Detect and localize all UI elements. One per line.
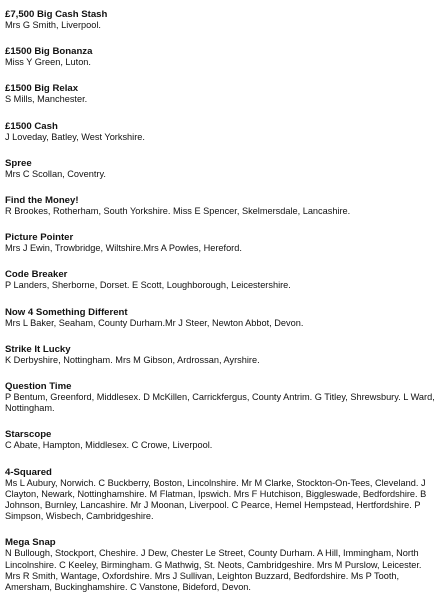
entry-title: £1500 Big Relax xyxy=(5,83,79,95)
entry-code-breaker xyxy=(5,269,437,291)
entry-winners: R Brookes, Rotherham, South Yorkshire. Miss E Spencer, Skelmersdale, Lancashire. xyxy=(5,206,351,217)
entry-big-bonanza xyxy=(5,46,437,68)
entry-title: Code Breaker xyxy=(5,269,68,281)
entry-strike-it-lucky xyxy=(5,344,437,366)
entry-picture-pointer xyxy=(5,232,437,254)
entry-mega-snap xyxy=(5,537,437,593)
entry-cash xyxy=(5,121,437,143)
entry-winners: J Loveday, Batley, West Yorkshire. xyxy=(5,131,145,142)
entry-winners: S Mills, Manchester. xyxy=(5,94,88,105)
entry-big-cash-stash xyxy=(5,9,437,31)
entry-winners: K Derbyshire, Nottingham. Mrs M Gibson, Ardrossan, Ayrshire. xyxy=(5,354,260,365)
entry-title: Find the Money! xyxy=(5,195,79,207)
entry-winners: Miss Y Green, Luton. xyxy=(5,57,91,68)
entry-find-the-money xyxy=(5,195,437,217)
entry-title: Starscope xyxy=(5,429,52,441)
entry-title: Now 4 Something Different xyxy=(5,306,128,318)
entry-winners: Mrs J Ewin, Trowbridge, Wiltshire.Mrs A Powles, Hereford. xyxy=(5,243,242,254)
entry-question-time xyxy=(5,381,437,414)
entry-winners: C Abate, Hampton, Middlesex. C Crowe, Liverpool. xyxy=(5,440,213,451)
winners-list xyxy=(5,9,437,608)
entry-winners: N Bullough, Stockport, Cheshire. J Dew, Chester Le Street, County Durham. A Hill, Immingham, North Lincolnshire. C Keeley, Birmingham. G Mathwig, St. Neots, Cambridgeshire. Mrs M Purslow, Leicester. Mrs R Smith, Wantage, Oxfordshire. Mrs J Sullivan, Leighton Buzzard, Bedfordshire. Ms P Tooth, Amersham, Buckinghamshire. C Vanstone, Bideford, Devon. xyxy=(5,548,422,593)
entry-winners: Mrs L Baker, Seaham, County Durham.Mr J Steer, Newton Abbot, Devon. xyxy=(5,317,304,328)
entry-title: Mega Snap xyxy=(5,537,56,549)
entry-title: Picture Pointer xyxy=(5,232,74,244)
entry-spree xyxy=(5,158,437,180)
entry-winners: P Bentum, Greenford, Middlesex. D McKillen, Carrickfergus, County Antrim. G Titley, Shrewsbury. L Ward, Nottingham. xyxy=(5,392,435,414)
entry-winners: Ms L Aubury, Norwich. C Buckberry, Boston, Lincolnshire. Mr M Clarke, Stockton-On-Tees, Cleveland. J Clayton, Newark, Nottinghamshire. M Flatman, Ipswich. Mrs F Hutchison, Biggleswade, Bedfordshire. B Johnson, Burnley, Lancashire. Mr J Moonan, Liverpool. C Pearce, Hemel Hempstead, Hertfordshire. P Simpson, Wisbech, Cambridgeshire. xyxy=(5,477,427,522)
entry-title: Strike It Lucky xyxy=(5,343,71,355)
entry-title: £7,500 Big Cash Stash xyxy=(5,9,108,20)
entry-winners: P Landers, Sherborne, Dorset. E Scott, Loughborough, Leicestershire. xyxy=(5,280,291,291)
entry-title: £1500 Cash xyxy=(5,120,58,132)
entry-title: £1500 Big Bonanza xyxy=(5,46,93,58)
entry-4-squared xyxy=(5,467,437,523)
entry-title: Spree xyxy=(5,157,32,169)
entry-winners: Mrs C Scollan, Coventry. xyxy=(5,168,106,179)
entry-big-relax xyxy=(5,83,437,105)
entry-now-4-something-different xyxy=(5,307,437,329)
entry-title: Question Time xyxy=(5,381,72,393)
entry-winners: Mrs G Smith, Liverpool. xyxy=(5,20,101,30)
entry-starscope xyxy=(5,429,437,451)
entry-title: 4-Squared xyxy=(5,466,52,478)
